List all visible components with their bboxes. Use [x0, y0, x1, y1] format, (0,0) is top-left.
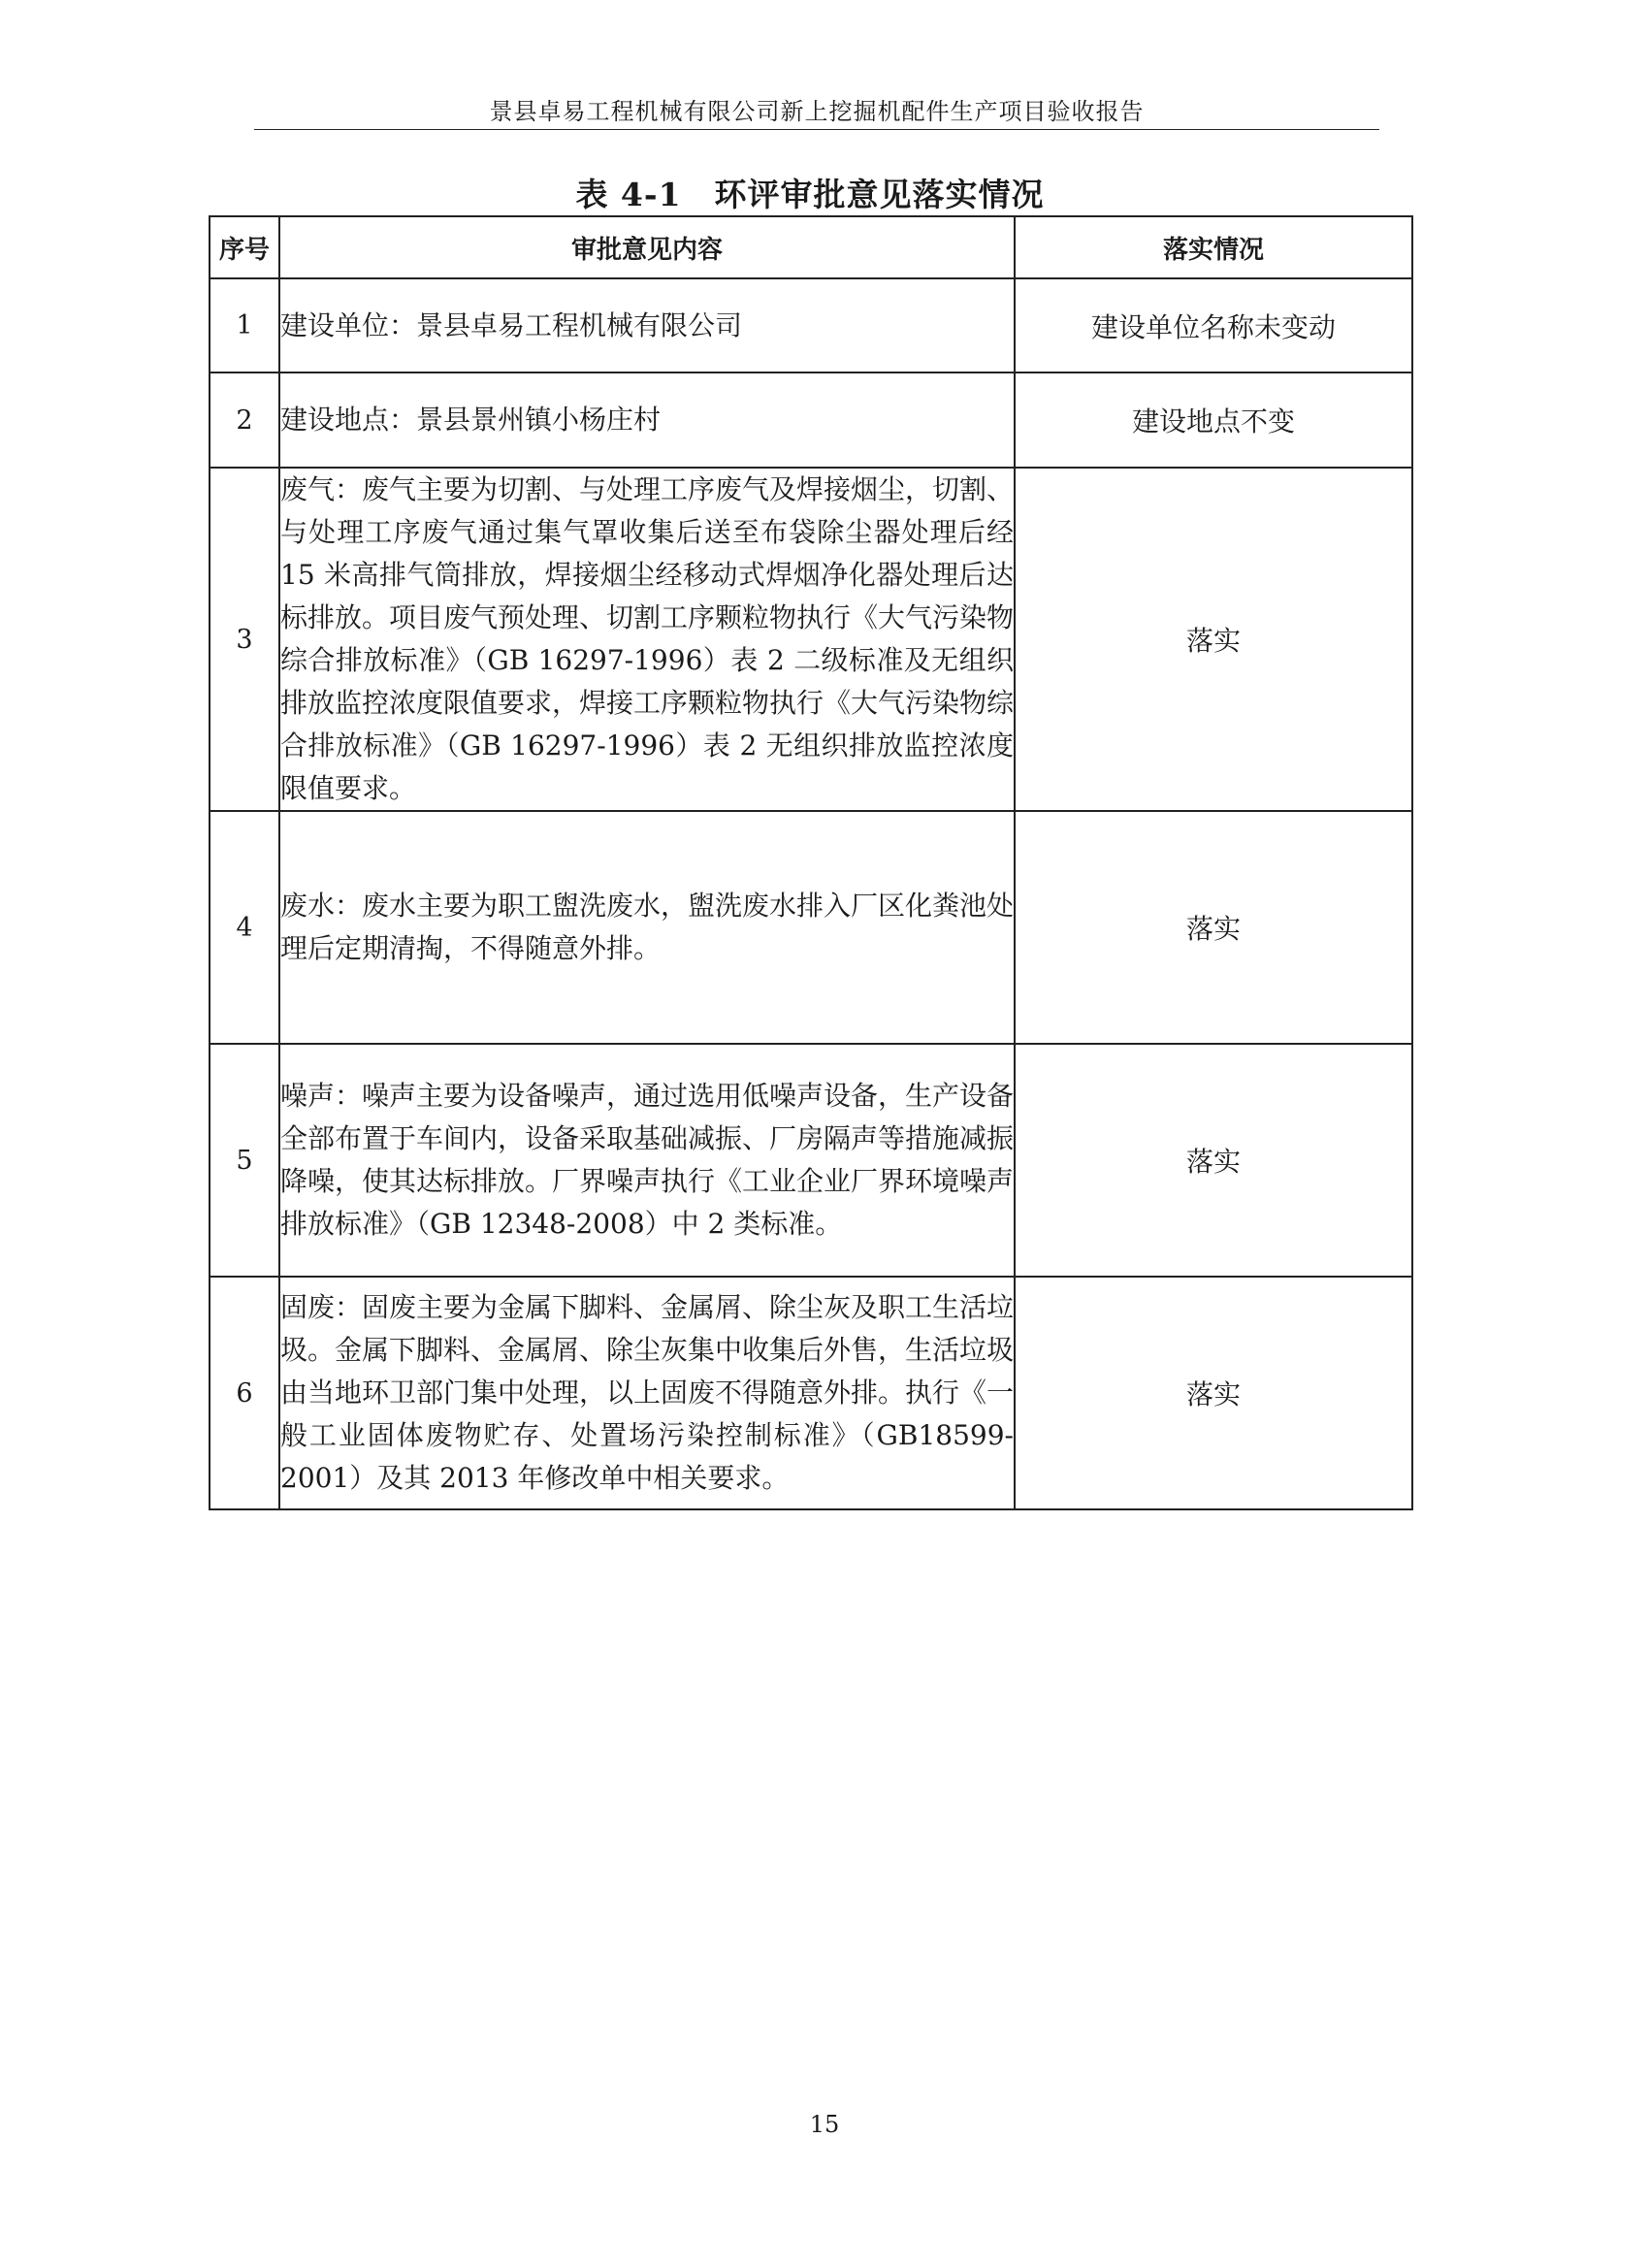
table-row: [210, 468, 1412, 811]
row-number: 1: [210, 278, 279, 373]
table-row: [210, 373, 1412, 468]
row-number: 6: [210, 1277, 279, 1509]
column-header-status: 落实情况: [1015, 216, 1412, 278]
row-status: 建设地点不变: [1015, 373, 1412, 468]
row-content: 噪声：噪声主要为设备噪声，通过选用低噪声设备，生产设备全部布置于车间内，设备采取基础减振、厂房隔声等措施减振降噪，使其达标排放。厂界噪声执行《工业企业厂界环境噪声排放标准》（GB 12348-2008）中 2 类标准。: [279, 1044, 1015, 1277]
table-row: [210, 811, 1412, 1044]
row-content: 建设单位：景县卓易工程机械有限公司: [279, 278, 1015, 373]
row-status: 落实: [1015, 468, 1412, 811]
column-header-number: 序号: [210, 216, 279, 278]
page-number: 15: [809, 2111, 840, 2138]
row-number: 3: [210, 468, 279, 811]
row-content: 建设地点：景县景州镇小杨庄村: [279, 373, 1015, 468]
row-status: 落实: [1015, 1044, 1412, 1277]
table-row: [210, 1044, 1412, 1277]
running-header: 景县卓易工程机械有限公司新上挖掘机配件生产项目验收报告: [489, 98, 1145, 125]
row-status: 落实: [1015, 811, 1412, 1044]
table-header-row: [210, 216, 1412, 278]
row-status: 落实: [1015, 1277, 1412, 1509]
row-number: 2: [210, 373, 279, 468]
row-number: 4: [210, 811, 279, 1044]
table-title: 表 4-1 环评审批意见落实情况: [575, 176, 1045, 213]
table-row: [210, 1277, 1412, 1509]
row-number: 5: [210, 1044, 279, 1277]
column-header-content: 审批意见内容: [279, 216, 1015, 278]
row-status: 建设单位名称未变动: [1015, 278, 1412, 373]
header-rule: [254, 129, 1379, 130]
table-row: [210, 278, 1412, 373]
row-content: 废水：废水主要为职工盥洗废水，盥洗废水排入厂区化粪池处理后定期清掏，不得随意外排。: [279, 811, 1015, 1044]
row-content: 废气：废气主要为切割、与处理工序废气及焊接烟尘，切割、与处理工序废气通过集气罩收集后送至布袋除尘器处理后经 15 米高排气筒排放，焊接烟尘经移动式焊烟净化器处理后达标排放。项目废气预处理、切割工序颗粒物执行《大气污染物综合排放标准》（GB 16297-1996）表 2 二级标准及无组织排放监控浓度限值要求，焊接工序颗粒物执行《大气污染物综合排放标准》（GB 16297-1996）表 2 无组织排放监控浓度限值要求。: [279, 468, 1015, 811]
approval-table: [209, 215, 1413, 1510]
row-content: 固废：固废主要为金属下脚料、金属屑、除尘灰及职工生活垃圾。金属下脚料、金属屑、除尘灰集中收集后外售，生活垃圾由当地环卫部门集中处理，以上固废不得随意外排。执行《一般工业固体废物贮存、处置场污染控制标准》（GB18599-2001）及其 2013 年修改单中相关要求。: [279, 1277, 1015, 1509]
